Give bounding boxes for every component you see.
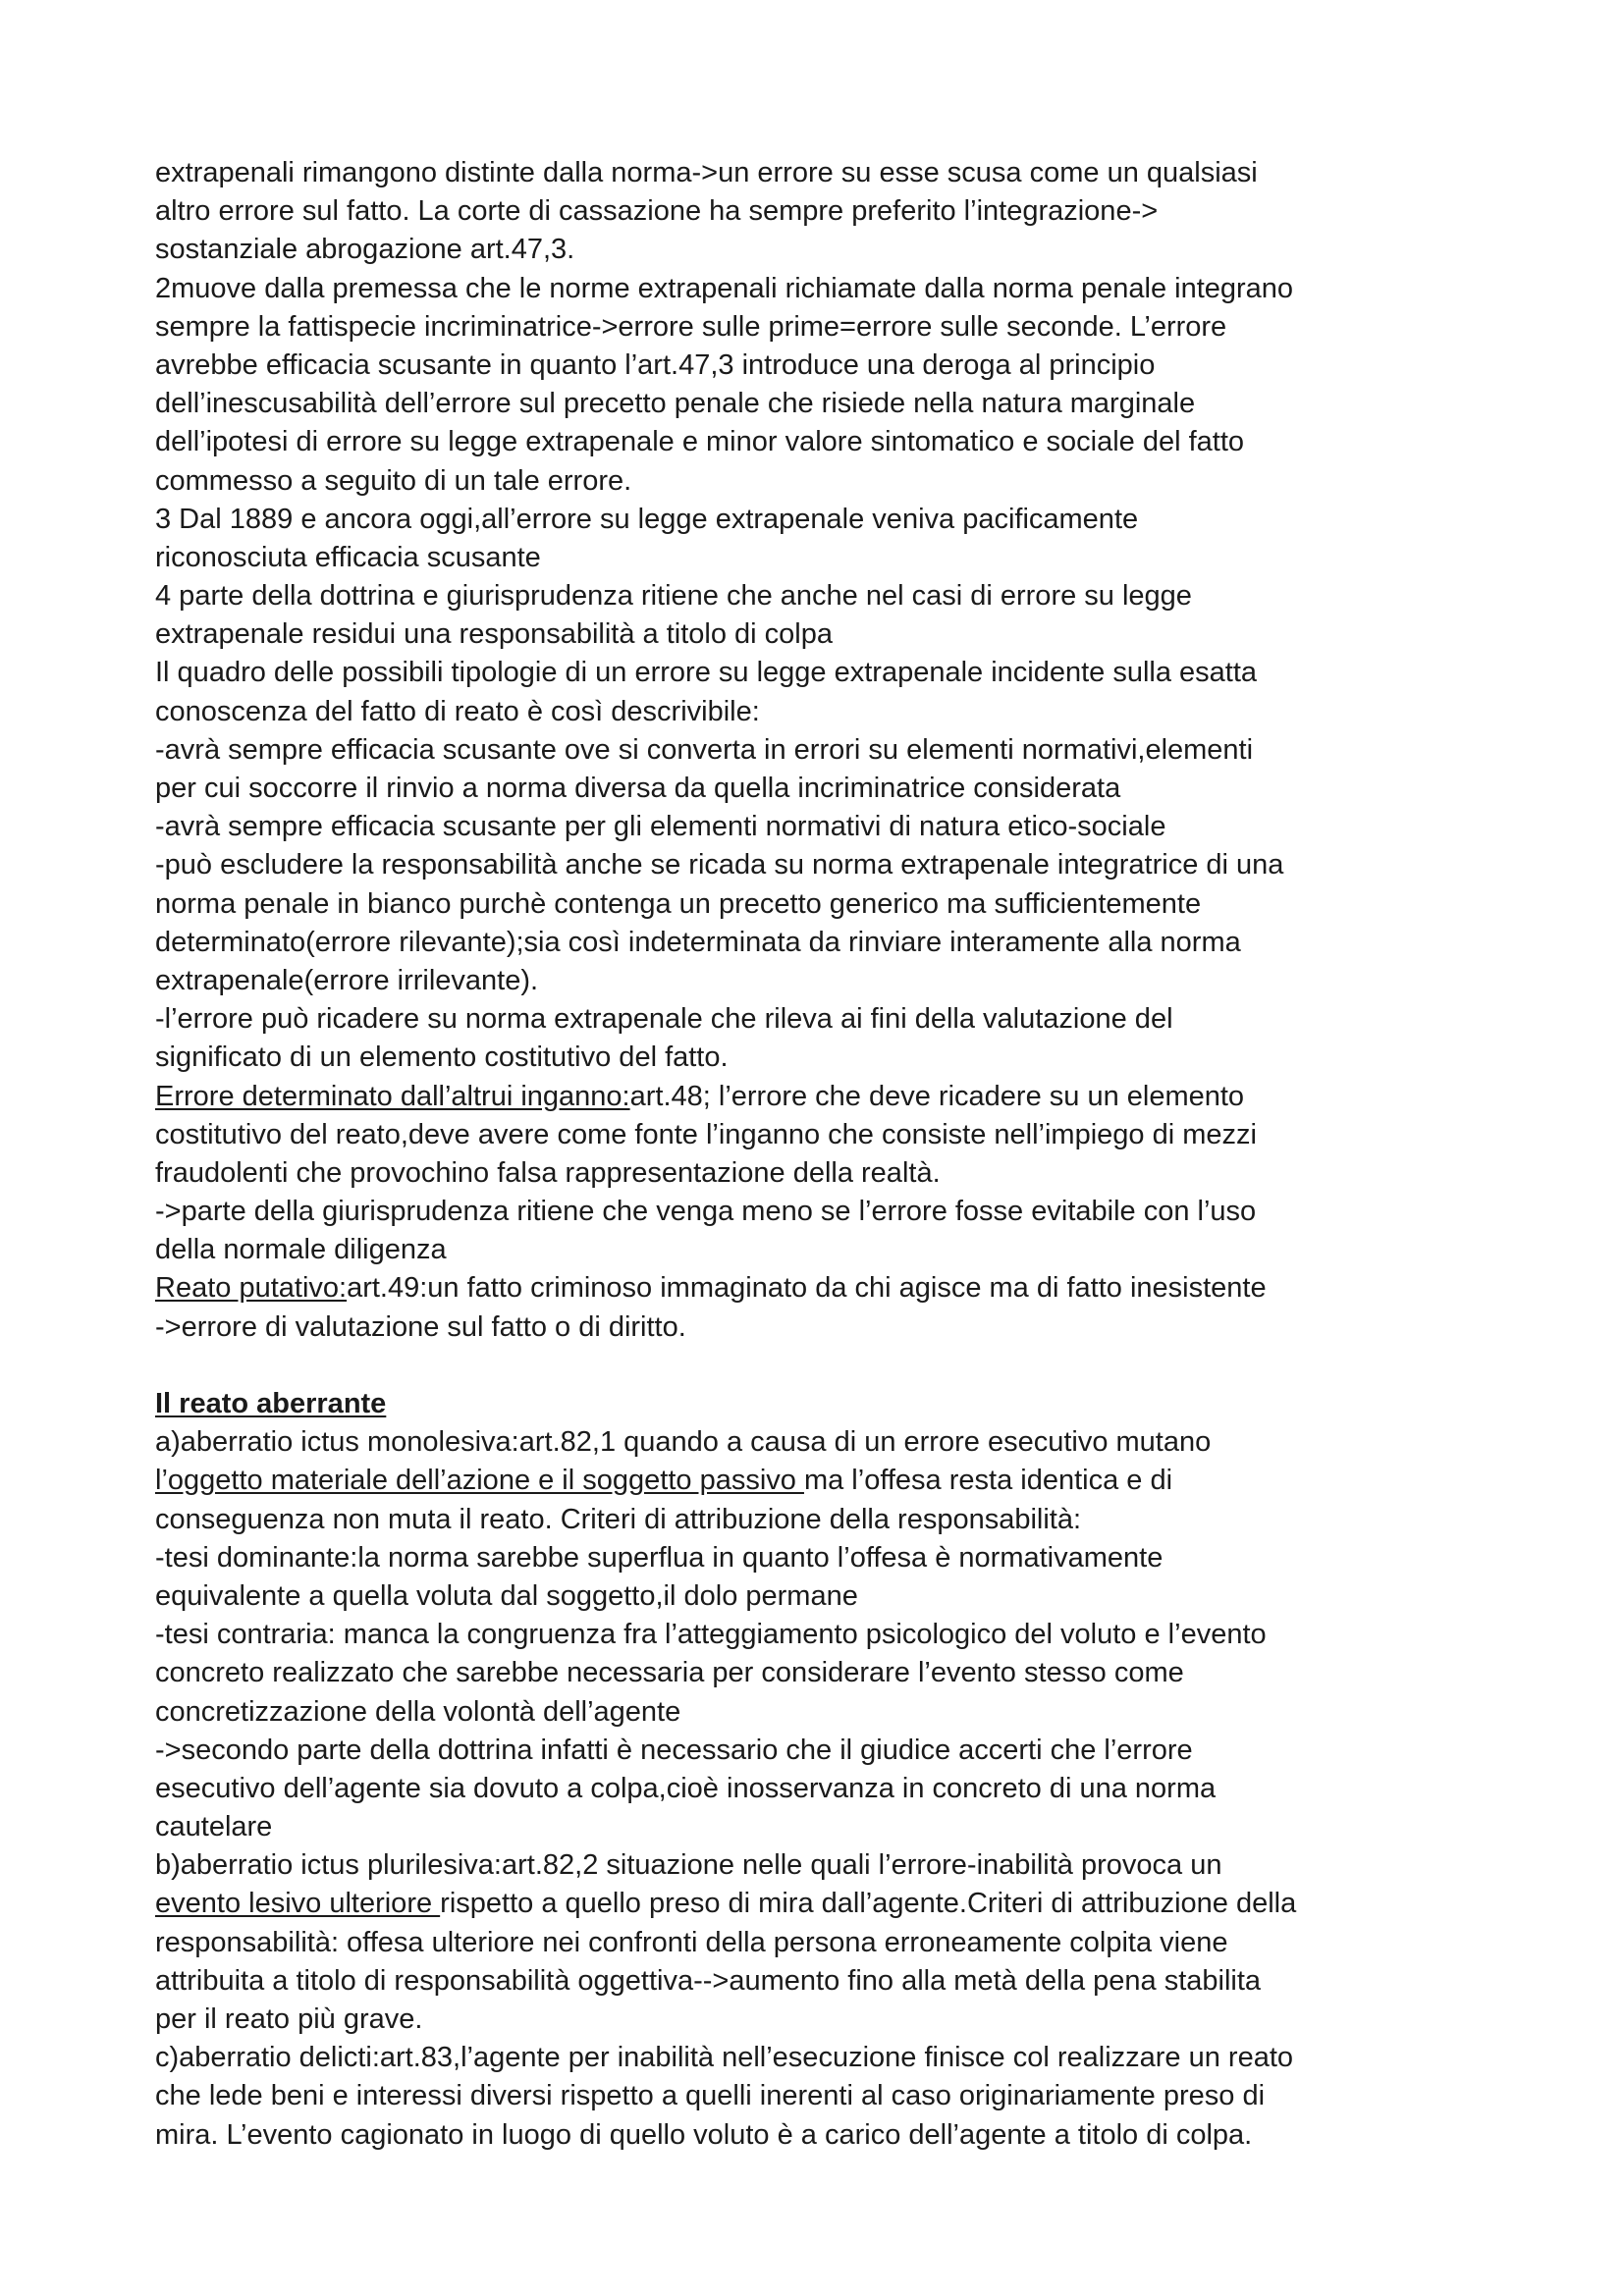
text-line — [155, 1308, 1569, 1347]
line-text: Il quadro delle possibili tipologie di un errore su legge extrapenale incidente sulla esatta — [155, 657, 1258, 689]
line-text: conseguenza non muta il reato. Criteri di attribuzione della responsabilità: — [155, 1503, 1082, 1535]
line-text: extrapenale(errore irrilevante). — [155, 964, 539, 996]
line-text: altro errore sul fatto. La corte di cassazione ha sempre preferito l’integrazione-> — [155, 195, 1159, 228]
line-text: fraudolenti che provochino falsa rappresentazione della realtà. — [155, 1156, 941, 1189]
text-line — [155, 1501, 1569, 1539]
underlined-term: l’oggetto materiale dell’azione e il soggetto passivo — [155, 1465, 804, 1497]
text-line — [155, 1962, 1569, 2001]
line-text: responsabilità: offesa ulteriore nei confronti della persona erroneamente colpita viene — [155, 1926, 1228, 1958]
text-line — [155, 1885, 1569, 1923]
text-line — [155, 1000, 1569, 1039]
text-line — [155, 1693, 1569, 1732]
underlined-term: evento lesivo ulteriore — [155, 1888, 441, 1920]
line-text: -tesi contraria: manca la congruenza fra l’atteggiamento psicologico del voluto e l’evento — [155, 1619, 1267, 1651]
line-text: determinato(errore rilevante);sia così indeterminata da rinviare interamente alla norma — [155, 926, 1241, 958]
text-line — [155, 1539, 1569, 1577]
line-text: -può escludere la responsabilità anche se ricada su norma extrapenale integratrice di una — [155, 849, 1284, 881]
line-text: per cui soccorre il rinvio a norma diversa da quella incriminatrice considerata — [155, 773, 1121, 804]
underlined-term: Errore determinato dall’altrui inganno: — [155, 1080, 630, 1112]
text-line — [155, 846, 1569, 884]
text-line — [155, 577, 1569, 615]
line-text: ->secondo parte della dottrina infatti è necessario che il giudice accerti che l’errore — [155, 1734, 1193, 1766]
line-text: commesso a seguito di un tale errore. — [155, 464, 632, 497]
line-text: della normale diligenza — [155, 1234, 447, 1266]
text-line — [155, 1462, 1569, 1500]
text-line — [155, 924, 1569, 962]
line-text: c)aberratio delicti:art.83,l’agente per inabilità nell’esecuzione finisce col realizzare un reato — [155, 2042, 1294, 2074]
text-line — [155, 2116, 1569, 2155]
line-text: art.48; l’errore che deve ricadere su un elemento — [629, 1080, 1245, 1112]
text-line — [155, 962, 1569, 1000]
text-line — [155, 231, 1569, 269]
section-heading — [155, 1385, 1569, 1423]
text-line — [155, 731, 1569, 770]
line-text: significato di un elemento costitutivo del fatto. — [155, 1041, 729, 1074]
text-line — [155, 501, 1569, 539]
line-text: ->parte della giurisprudenza ritiene che venga meno se l’errore fosse evitabile con l’uso — [155, 1196, 1257, 1228]
line-text: costitutivo del reato,deve avere come fonte l’inganno che consiste nell’impiego di mezzi — [155, 1118, 1257, 1150]
text-line — [155, 539, 1569, 577]
line-text: avrebbe efficacia scusante in quanto l’art.47,3 introduce una deroga al principio — [155, 348, 1156, 381]
line-text: extrapenali rimangono distinte dalla norma->un errore su esse scusa come un qualsiasi — [155, 157, 1258, 188]
text-line — [155, 347, 1569, 385]
line-text: cautelare — [155, 1811, 273, 1843]
text-line — [155, 1154, 1569, 1193]
line-text: dell’inescusabilità dell’errore sul precetto penale che risiede nella natura marginale — [155, 388, 1196, 420]
underlined-term: Reato putativo: — [155, 1272, 348, 1305]
line-text: -avrà sempre efficacia scusante ove si converta in errori su elementi normativi,elementi — [155, 733, 1254, 766]
text-line — [155, 654, 1569, 692]
line-text: riconosciuta efficacia scusante — [155, 541, 541, 573]
line-text: ->errore di valutazione sul fatto o di diritto. — [155, 1310, 686, 1343]
text-line — [155, 770, 1569, 808]
line-text: rispetto a quello preso di mira dall’agente.Criteri di attribuzione della — [440, 1888, 1297, 1920]
text-line — [155, 808, 1569, 846]
line-text: dell’ipotesi di errore su legge extrapenale e minor valore sintomatico e sociale del fatto — [155, 426, 1245, 458]
document-body — [155, 154, 1569, 2155]
text-line — [155, 1770, 1569, 1808]
line-text: 4 parte della dottrina e giurisprudenza ritiene che anche nel casi di errore su legge — [155, 580, 1192, 613]
text-line — [155, 2077, 1569, 2115]
line-text: b)aberratio ictus plurilesiva:art.82,2 situazione nelle quali l’errore-inabilità provoca un — [155, 1849, 1222, 1882]
line-text: 2muove dalla premessa che le norme extrapenali richiamate dalla norma penale integrano — [155, 272, 1294, 304]
line-text: sempre la fattispecie incriminatrice->errore sulle prime=errore sulle seconde. L’errore — [155, 310, 1227, 343]
line-text: equivalente a quella voluta dal soggetto,il dolo permane — [155, 1579, 858, 1612]
line-text: per il reato più grave. — [155, 2003, 423, 2035]
text-line — [155, 1078, 1569, 1116]
text-line — [155, 1808, 1569, 1846]
line-text: extrapenale residui una responsabilità a titolo di colpa — [155, 618, 833, 651]
text-line — [155, 385, 1569, 423]
text-line — [155, 192, 1569, 231]
line-text: attribuita a titolo di responsabilità oggettiva-->aumento fino alla metà della pena stabilita — [155, 1964, 1262, 1997]
line-text: a)aberratio ictus monolesiva:art.82,1 quando a causa di un errore esecutivo mutano — [155, 1426, 1212, 1459]
line-text: norma penale in bianco purchè contenga un precetto generico ma sufficientemente — [155, 887, 1202, 920]
text-line — [155, 1193, 1569, 1231]
text-line — [155, 462, 1569, 501]
text-line — [155, 2039, 1569, 2077]
section-heading-text: Il reato aberrante — [155, 1388, 387, 1419]
line-text: ma l’offesa resta identica e di — [803, 1465, 1173, 1497]
line-text: concretizzazione della volontà dell’agente — [155, 1695, 681, 1728]
line-text: -tesi dominante:la norma sarebbe superflua in quanto l’offesa è normativamente — [155, 1541, 1164, 1574]
text-line — [155, 2001, 1569, 2039]
text-line — [155, 270, 1569, 308]
line-text: che lede beni e interessi diversi rispetto a quelli inerenti al caso originariamente preso di — [155, 2080, 1266, 2112]
text-line — [155, 1577, 1569, 1616]
text-line — [155, 1924, 1569, 1962]
line-text: 3 Dal 1889 e ancora oggi,all’errore su legge extrapenale veniva pacificamente — [155, 503, 1139, 535]
text-line — [155, 1116, 1569, 1154]
text-line — [155, 1732, 1569, 1770]
line-text: esecutivo dell’agente sia dovuto a colpa,cioè inosservanza in concreto di una norma — [155, 1772, 1217, 1804]
text-line — [155, 693, 1569, 731]
text-line — [155, 154, 1569, 192]
line-text: concreto realizzato che sarebbe necessaria per considerare l’evento stesso come — [155, 1657, 1184, 1689]
text-line — [155, 1269, 1569, 1308]
text-line — [155, 1039, 1569, 1077]
line-text: -l’errore può ricadere su norma extrapenale che rileva ai fini della valutazione del — [155, 1003, 1173, 1036]
line-text: mira. L’evento cagionato in luogo di quello voluto è a carico dell’agente a titolo di colpa. — [155, 2118, 1253, 2151]
text-line — [155, 423, 1569, 461]
line-text: conoscenza del fatto di reato è così descrivibile: — [155, 695, 760, 727]
text-line — [155, 615, 1569, 654]
line-text: art.49:un fatto criminoso immaginato da chi agisce ma di fatto inesistente — [347, 1272, 1267, 1305]
text-line — [155, 1423, 1569, 1462]
blank-line — [155, 1347, 1569, 1385]
text-line — [155, 1231, 1569, 1269]
text-line — [155, 885, 1569, 924]
text-line — [155, 1616, 1569, 1654]
line-text: sostanziale abrogazione art.47,3. — [155, 234, 575, 266]
text-line — [155, 308, 1569, 347]
text-line — [155, 1846, 1569, 1885]
text-line — [155, 1654, 1569, 1692]
line-text: -avrà sempre efficacia scusante per gli elementi normativi di natura etico-sociale — [155, 811, 1166, 843]
